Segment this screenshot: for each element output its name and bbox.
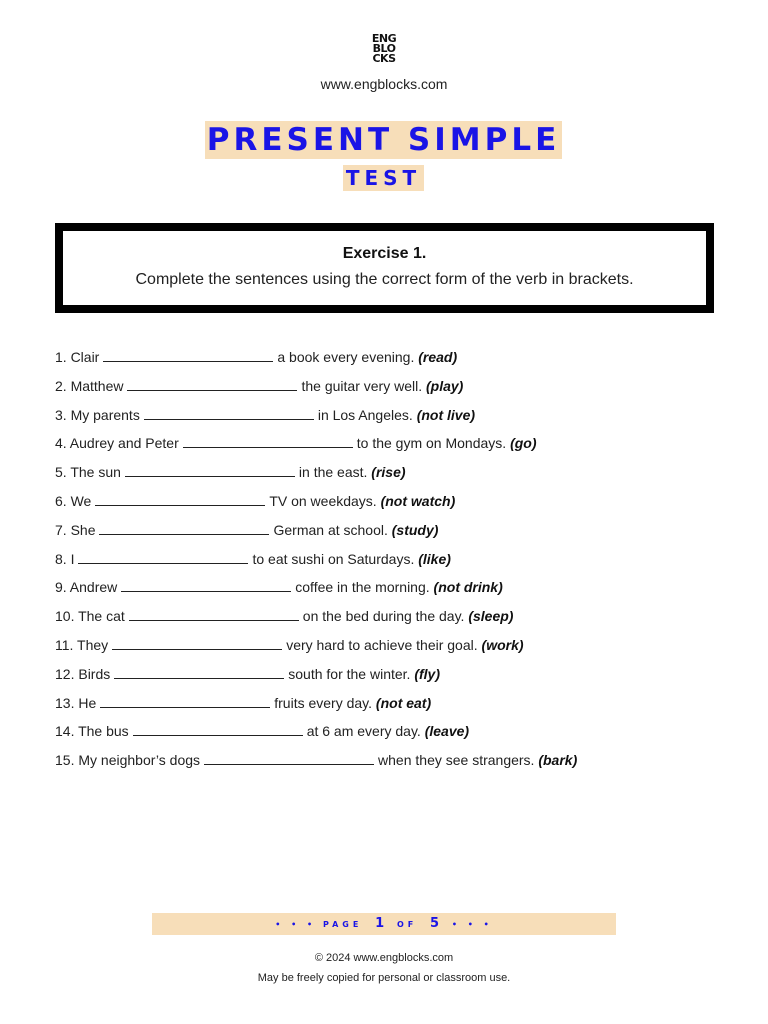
- question-item: [55, 576, 577, 605]
- question-prefix: 2. Matthew: [55, 377, 124, 394]
- question-prefix: 12. Birds: [55, 665, 111, 682]
- question-suffix: fruits every day.: [274, 694, 373, 711]
- question-list: [55, 346, 577, 778]
- question-item: [55, 692, 577, 721]
- verb-hint: (bark): [538, 752, 578, 769]
- copyright-notice: © 2024 www.engblocks.com: [314, 952, 454, 964]
- verb-hint: (rise): [371, 464, 406, 481]
- verb-hint: (work): [481, 636, 524, 653]
- page-title: PRESENT SIMPLE: [206, 122, 561, 158]
- decorative-dots: • • •: [451, 920, 493, 929]
- verb-hint: (like): [418, 550, 451, 567]
- exercise-box: [55, 223, 714, 313]
- verb-hint: (not drink): [433, 579, 503, 596]
- question-prefix: 1. Clair: [55, 349, 100, 365]
- exercise-title: Exercise 1.: [342, 245, 427, 262]
- question-item: [55, 432, 577, 461]
- page-indicator: [152, 913, 616, 935]
- question-suffix: very hard to achieve their goal.: [286, 636, 478, 653]
- site-url[interactable]: www.engblocks.com: [320, 76, 448, 92]
- answer-blank[interactable]: [204, 749, 374, 765]
- page-word: PAGE: [322, 920, 363, 929]
- logo-line: BLO: [372, 42, 396, 55]
- question-suffix: when they see strangers.: [378, 752, 535, 769]
- decorative-dots: • • •: [275, 920, 317, 929]
- question-item: [55, 404, 577, 433]
- question-suffix: on the bed during the day.: [302, 608, 465, 625]
- question-item: [55, 548, 577, 577]
- question-prefix: 8. I: [55, 550, 75, 567]
- question-prefix: 13. He: [55, 694, 97, 711]
- verb-hint: (leave): [424, 723, 470, 740]
- question-item: [55, 663, 577, 692]
- verb-hint: (study): [391, 521, 439, 538]
- answer-blank[interactable]: [78, 548, 248, 564]
- page-subtitle: TEST: [343, 165, 424, 191]
- question-item: [55, 375, 577, 404]
- page-current: 1: [375, 916, 385, 931]
- question-prefix: 4. Audrey and Peter: [55, 435, 179, 452]
- question-item: [55, 490, 577, 519]
- verb-hint: (play): [425, 377, 464, 394]
- answer-blank[interactable]: [114, 663, 284, 679]
- question-item: [55, 461, 577, 490]
- question-suffix: south for the winter.: [288, 665, 411, 682]
- question-suffix: to the gym on Mondays.: [356, 435, 507, 452]
- question-prefix: 10. The cat: [55, 608, 125, 625]
- verb-hint: (fly): [414, 665, 440, 682]
- answer-blank[interactable]: [121, 576, 291, 592]
- question-prefix: 6. We: [55, 492, 92, 509]
- engblocks-logo: [0, 34, 768, 64]
- question-item: [55, 634, 577, 663]
- answer-blank[interactable]: [127, 375, 297, 391]
- question-item: [55, 346, 577, 375]
- question-suffix: coffee in the morning.: [295, 579, 430, 596]
- answer-blank[interactable]: [99, 519, 269, 535]
- verb-hint: (read): [418, 349, 458, 365]
- verb-hint: (not live): [416, 406, 476, 423]
- question-prefix: 5. The sun: [55, 464, 121, 481]
- question-item: [55, 605, 577, 634]
- exercise-instruction: Complete the sentences using the correct form of the verb in brackets.: [135, 271, 634, 288]
- question-suffix: TV on weekdays.: [269, 492, 377, 509]
- question-prefix: 9. Andrew: [55, 579, 118, 596]
- question-prefix: 15. My neighbor’s dogs: [55, 752, 201, 769]
- logo-line: ENG: [371, 32, 397, 45]
- answer-blank[interactable]: [183, 432, 353, 448]
- question-prefix: 11. They: [55, 636, 109, 653]
- question-suffix: a book every evening.: [277, 349, 415, 365]
- verb-hint: (not watch): [380, 492, 456, 509]
- question-suffix: in the east.: [298, 464, 368, 481]
- question-suffix: in Los Angeles.: [317, 406, 413, 423]
- question-item: [55, 749, 577, 778]
- license-notice: May be freely copied for personal or classroom use.: [257, 972, 511, 984]
- answer-blank[interactable]: [95, 490, 265, 506]
- answer-blank[interactable]: [100, 692, 270, 708]
- answer-blank[interactable]: [144, 404, 314, 420]
- answer-blank[interactable]: [112, 634, 282, 650]
- question-prefix: 3. My parents: [55, 406, 140, 423]
- answer-blank[interactable]: [133, 720, 303, 736]
- verb-hint: (sleep): [468, 608, 514, 625]
- question-suffix: at 6 am every day.: [306, 723, 421, 740]
- answer-blank[interactable]: [103, 346, 273, 362]
- question-suffix: to eat sushi on Saturdays.: [252, 550, 415, 567]
- question-prefix: 14. The bus: [55, 723, 129, 740]
- question-item: [55, 519, 577, 548]
- answer-blank[interactable]: [125, 461, 295, 477]
- verb-hint: (go): [510, 435, 537, 452]
- question-prefix: 7. She: [55, 521, 96, 538]
- of-word: OF: [396, 920, 418, 929]
- question-suffix: the guitar very well.: [301, 377, 423, 394]
- page-total: 5: [430, 916, 440, 931]
- verb-hint: (not eat): [375, 694, 432, 711]
- logo-line: CKS: [372, 52, 396, 65]
- answer-blank[interactable]: [129, 605, 299, 621]
- question-item: [55, 720, 577, 749]
- question-suffix: German at school.: [273, 521, 388, 538]
